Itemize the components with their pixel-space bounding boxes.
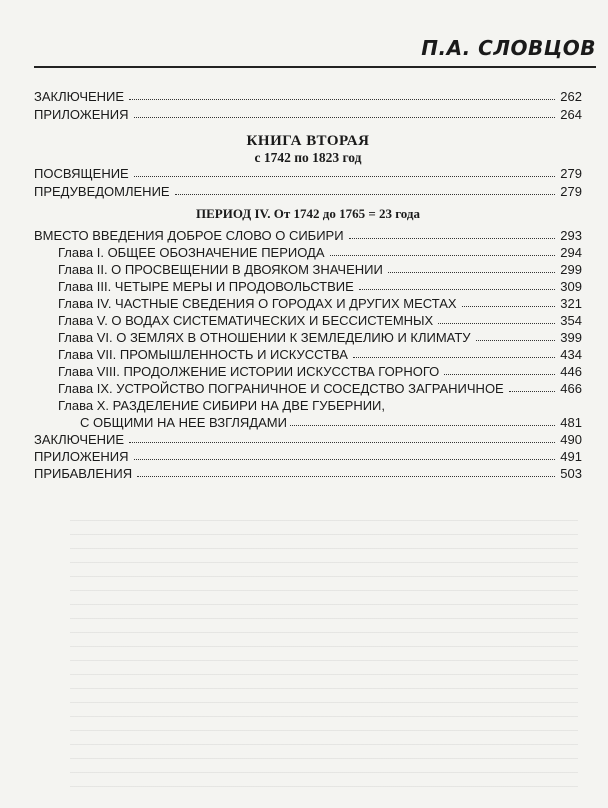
leader-dots [175,194,555,195]
period-title: ПЕРИОД IV. От 1742 до 1765 = 23 года [195,206,421,221]
leader-dots [359,289,555,290]
toc-entry-page: 279 [560,184,582,199]
toc-entry-chapter-10-line1[interactable] [34,395,582,413]
toc-entry-page: 299 [560,262,582,277]
leader-dots [129,442,555,443]
toc-entry-page: 309 [560,279,582,294]
toc-entry-chapter-7[interactable] [34,344,582,362]
leader-dots [134,176,555,177]
leader-dots [509,391,555,392]
toc-entry-page: 264 [560,107,582,122]
toc-entry-conclusion-1[interactable] [34,86,582,104]
toc-entry-label: ЗАКЛЮЧЕНИЕ [34,432,125,447]
toc-entry-page: 293 [560,228,582,243]
toc-entry-label: ПРИБАВЛЕНИЯ [34,466,133,481]
toc-entry-page: 491 [560,449,582,464]
toc-entry-page: 434 [560,347,582,362]
toc-entry-appendices-2[interactable] [34,446,582,464]
toc-entry-page: 490 [560,432,582,447]
leader-dots [388,272,555,273]
toc-entry-page: 466 [560,381,582,396]
toc-entry-chapter-1[interactable] [34,242,582,260]
toc-entry-chapter-6[interactable] [34,327,582,345]
toc-entry-label: ПРЕДУВЕДОМЛЕНИЕ [34,184,170,199]
toc-entry-label: Глава IV. ЧАСТНЫЕ СВЕДЕНИЯ О ГОРОДАХ И ДРУГИХ МЕСТАХ [58,296,457,311]
leader-dots [438,323,555,324]
toc-entry-conclusion-2[interactable] [34,429,582,447]
toc-entry-chapter-10-line2[interactable] [34,412,582,430]
toc-entry-label: ПРИЛОЖЕНИЯ [34,107,129,122]
toc-entry-chapter-5[interactable] [34,310,582,328]
toc-entry-label: ЗАКЛЮЧЕНИЕ [34,89,125,104]
toc-entry-label: Глава VIII. ПРОДОЛЖЕНИЕ ИСТОРИИ ИСКУССТВА ГОРНОГО [58,364,440,379]
toc-entry-label: Глава I. ОБЩЕЕ ОБОЗНАЧЕНИЕ ПЕРИОДА [58,245,325,260]
toc-entry-label-continued: С ОБЩИМИ НА НЕЕ ВЗГЛЯДАМИ [80,415,287,430]
leader-dots [353,357,555,358]
book-subtitle: с 1742 по 1823 год [254,150,362,165]
leader-dots [129,99,555,100]
leader-dots [462,306,555,307]
toc-entry-page: 354 [560,313,582,328]
toc-entry-page: 446 [560,364,582,379]
toc-entry-label: Глава II. О ПРОСВЕЩЕНИИ В ДВОЯКОМ ЗНАЧЕНИИ [58,262,383,277]
toc-entry-introduction[interactable] [34,225,582,243]
toc-entry-page: 262 [560,89,582,104]
toc-entry-label: Глава X. РАЗДЕЛЕНИЕ СИБИРИ НА ДВЕ ГУБЕРНИИ, [58,398,386,413]
toc-entry-label: ПРИЛОЖЕНИЯ [34,449,129,464]
toc-entry-label: ВМЕСТО ВВЕДЕНИЯ ДОБРОЕ СЛОВО О СИБИРИ [34,228,344,243]
toc-entry-page: 279 [560,166,582,181]
toc-entry-label: Глава III. ЧЕТЫРЕ МЕРЫ И ПРОДОВОЛЬСТВИЕ [58,279,354,294]
toc-entry-page: 399 [560,330,582,345]
toc-entry-chapter-8[interactable] [34,361,582,379]
toc-entry-label: Глава V. О ВОДАХ СИСТЕМАТИЧЕСКИХ И БЕССИСТЕМНЫХ [58,313,434,328]
leader-dots [290,425,555,426]
toc-entry-appendices-1[interactable] [34,104,582,122]
toc-entry-page: 294 [560,245,582,260]
toc-entry-page: 481 [560,415,582,430]
toc-entry-label: Глава VI. О ЗЕМЛЯХ В ОТНОШЕНИИ К ЗЕМЛЕДЕЛИЮ И КЛИМАТУ [58,330,471,345]
toc-entry-chapter-9[interactable] [34,378,582,396]
toc-entry-chapter-4[interactable] [34,293,582,311]
leader-dots [349,238,555,239]
toc-entry-chapter-3[interactable] [34,276,582,294]
leader-dots [134,459,555,460]
toc-entry-page: 321 [560,296,582,311]
leader-dots [134,117,555,118]
leader-dots [330,255,555,256]
running-head-author: П.А. СЛОВЦОВ [421,36,596,60]
toc-entry-chapter-2[interactable] [34,259,582,277]
toc-entry-dedication[interactable] [34,163,582,181]
leader-dots [444,374,555,375]
book-title: КНИГА ВТОРАЯ [246,133,370,149]
leader-dots [476,340,555,341]
show-through-texture [70,520,578,800]
toc-entry-label: ПОСВЯЩЕНИЕ [34,166,129,181]
toc-entry-foreword[interactable] [34,181,582,199]
toc-entry-page: 503 [560,466,582,481]
toc-entry-additions[interactable] [34,463,582,481]
toc-entry-label: Глава VII. ПРОМЫШЛЕННОСТЬ И ИСКУССТВА [58,347,348,362]
leader-dots [137,476,555,477]
toc-entry-label: Глава IX. УСТРОЙСТВО ПОГРАНИЧНОЕ И СОСЕДСТВО ЗАГРАНИЧНОЕ [58,381,504,396]
